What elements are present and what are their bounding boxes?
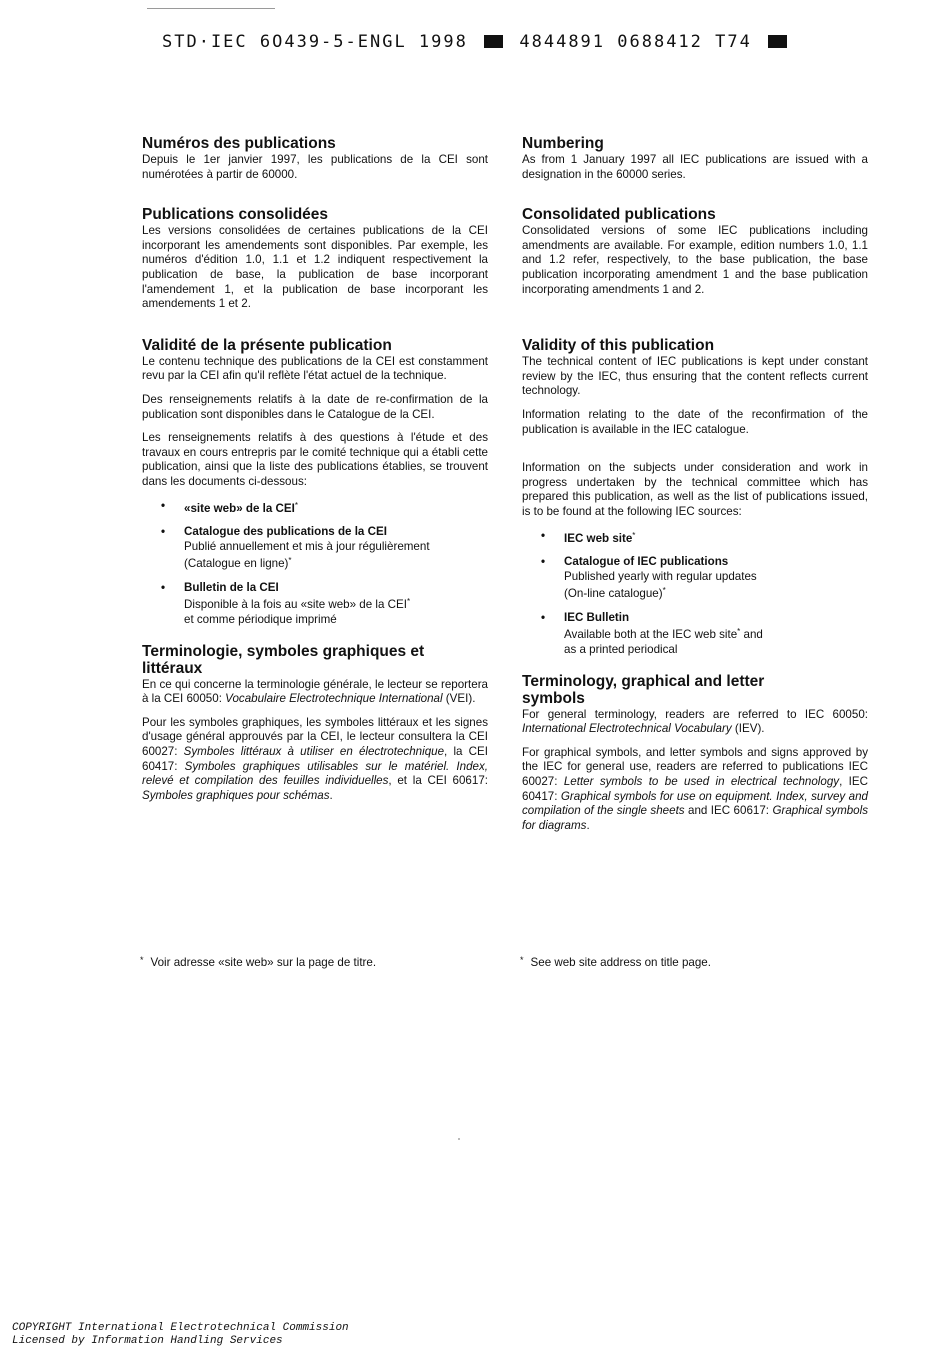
en-source-item	[564, 611, 868, 658]
en-terminology-title: Terminology, graphical and letter symbols	[522, 672, 765, 707]
en-footnote-text: See web site address on title page.	[530, 956, 711, 969]
en-source-line: (On-line catalogue)	[564, 587, 663, 601]
header-code: STD·IEC 6O439-5-ENGL 1998	[162, 32, 468, 52]
fr-sources-list	[142, 499, 488, 628]
en-source-title: • Catalogue of IEC publications	[564, 555, 729, 569]
copyright-line: COPYRIGHT International Electrotechnical Commission	[12, 1322, 349, 1334]
fr-source-line: Publié annuellement et mis à jour régulièrement	[184, 539, 430, 553]
footnote-marker: *	[632, 530, 636, 540]
scan-speck	[458, 1138, 460, 1140]
fr-terminology-section	[142, 643, 488, 804]
en-validity-section	[522, 337, 868, 658]
en-source-item	[564, 555, 868, 602]
en-validity-p3: Information on the subjects under consideration and work in progress undertaken by the technical committee which has prepared this publication, as well as the list of publications issued, is to be found at the following IEC sources:	[522, 461, 868, 518]
fr-terminology-title: Terminologie, symboles graphiques et littéraux	[142, 642, 425, 677]
french-column	[142, 135, 488, 812]
en-footnote	[520, 955, 711, 969]
fr-source-item	[184, 499, 488, 517]
fr-source-title: • Catalogue des publications de la CEI	[184, 525, 387, 539]
fr-consolidated-title: Publications consolidées	[142, 206, 329, 224]
footnote-marker: *	[407, 597, 411, 607]
footnote-marker: *	[520, 955, 524, 965]
footnote-marker: *	[737, 627, 741, 637]
en-numbering-section	[522, 135, 868, 182]
fr-validity-section	[142, 337, 488, 628]
fr-terminology-p2: Pour les symboles graphiques, les symboles littéraux et les signes d'usage général approuvés par la CEI, le lecteur consultera la CEI 60027: Symboles littéraux à utiliser en électrotechnique, la CEI 60417: Symboles graphiques utilisables sur le matériel. Index, relevé et compilation des feuilles individuelles, et la CEI 60617: Symboles graphiques pour schémas.	[142, 715, 489, 802]
fr-validity-p2: Des renseignements relatifs à la date de re-confirmation de la publication sont disponibles dans le Catalogue de la CEI.	[142, 392, 488, 421]
document-header	[162, 32, 791, 52]
fr-terminology-p1: En ce qui concerne la terminologie générale, le lecteur se reportera à la CEI 60050: Vocabulaire Electrotechnique International (VEI).	[142, 677, 488, 706]
fr-numbering-text: Depuis le 1er janvier 1997, les publications de la CEI sont numérotées à partir de 60000.	[142, 153, 488, 181]
en-terminology-section	[522, 673, 868, 834]
fr-numbering-section	[142, 135, 488, 182]
fr-numbering-title: Numéros des publications	[142, 135, 336, 152]
header-block-mark-end	[768, 35, 787, 48]
en-numbering-text: As from 1 January 1997 all IEC publications are issued with a designation in the 60000 series.	[522, 153, 868, 181]
fr-source-line: (Catalogue en ligne)	[184, 557, 289, 571]
en-validity-title: Validity of this publication	[522, 337, 715, 355]
en-consolidated-text: Consolidated versions of some IEC publications including amendments are available. For example, edition numbers 1.0, 1.1 and 1.2 refer, respectively, to the base publication, the base publication incorporating amendment 1 and the base publication incorporating amendments 1 and 2.	[522, 224, 868, 296]
header-block-mark	[484, 35, 503, 48]
en-terminology-p2: For graphical symbols, and letter symbols and signs approved by the IEC for general use, readers are referred to publications IEC 60027: Letter symbols to be used in electrical technology, IEC 60417: Graphical symbols for use on equipment. Index, survey and compilation of the single sheets and IEC 60617: Graphical symbols for diagrams.	[522, 745, 869, 832]
en-source-line: as a printed periodical	[564, 643, 678, 657]
en-sources-list	[522, 529, 868, 658]
english-column	[522, 135, 868, 842]
header-numbers: 4844891 0688412 T74	[519, 32, 752, 52]
license-line: Licensed by Information Handling Services	[12, 1335, 283, 1347]
fr-validity-p1: Le contenu technique des publications de la CEI est constamment revu par la CEI afin qu'il reflète l'état actuel de la technique.	[142, 354, 488, 383]
fr-validity-p3: Les renseignements relatifs à des questions à l'étude et des travaux en cours entrepris par le comité technique qui a établi cette publication, ainsi que la liste des publications établies, se trouvent dans les documents ci-dessous:	[142, 431, 488, 488]
fr-consolidated-section	[142, 206, 488, 312]
fr-consolidated-text: Les versions consolidées de certaines publications de la CEI incorporant les amendements sont disponibles. Par exemple, les numéros d'édition 1.0, 1.1 et 1.2 indiquent respectivement la publication de base, la publication de base incorporant l'amendement 1, et la publication de base incorporant les amendements 1 et 2.	[142, 224, 488, 311]
en-validity-p1: The technical content of IEC publications is kept under constant review by the IEC, thus ensuring that the content reflects current technology.	[522, 355, 868, 398]
bullet-and: and	[740, 628, 763, 642]
en-terminology-p1: For general terminology, readers are referred to IEC 60050: International Electrotechnical Vocabulary (IEV).	[522, 707, 868, 736]
en-source-item	[564, 529, 868, 547]
en-consolidated-section	[522, 206, 868, 297]
fr-source-line: Disponible à la fois au «site web» de la CEI	[184, 598, 407, 612]
en-source-line: Available both at the IEC web site	[564, 628, 738, 642]
copyright-notice	[12, 1322, 349, 1348]
fr-source-line: et comme périodique imprimé	[184, 613, 337, 627]
footnote-marker: *	[662, 586, 666, 596]
en-source-title: IEC web site	[564, 531, 633, 545]
fr-footnote-text: Voir adresse «site web» sur la page de titre.	[150, 956, 377, 969]
fr-source-title: «site web» de la CEI	[184, 501, 295, 515]
en-source-title: • IEC Bulletin	[564, 610, 630, 624]
fr-validity-title: Validité de la présente publication	[142, 336, 392, 354]
en-consolidated-title: Consolidated publications	[522, 206, 716, 224]
fr-source-item	[184, 581, 488, 628]
footnote-marker: *	[294, 500, 298, 510]
en-source-line: Published yearly with regular updates	[564, 569, 757, 583]
fr-source-title: • Bulletin de la CEI	[184, 580, 279, 594]
en-numbering-title: Numbering	[522, 135, 604, 152]
footnote-marker: *	[140, 955, 144, 965]
fr-source-item	[184, 525, 488, 572]
en-validity-p2: Information relating to the date of the reconfirmation of the publication is available in the IEC catalogue.	[522, 407, 868, 436]
footnote-marker: *	[288, 556, 292, 566]
top-rule	[147, 8, 275, 9]
fr-footnote	[140, 955, 376, 969]
